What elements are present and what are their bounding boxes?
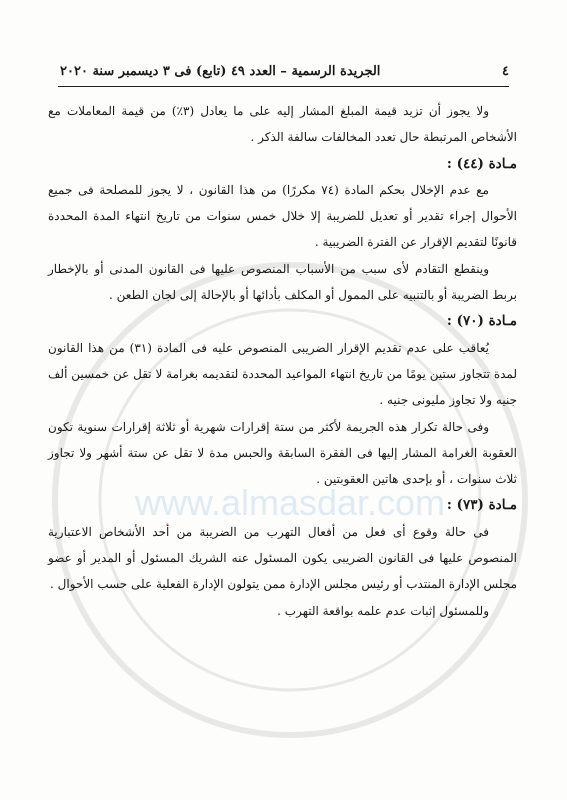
- article-heading: مـادة (٤٤) :: [446, 155, 517, 172]
- gazette-title: الجريدة الرسمية – العدد ٤٩ (تابع) فى ٣ ديسمبر سنة ٢٠٢٠: [60, 63, 381, 79]
- paragraph: فى حالة وقوع أى فعل من أفعال التهرب من الضريبة من أحد الأشخاص الاعتبارية المنصوص عليها فى القانون الضريبى يكون المسئول عنه الشريك المسئول أو المدير أو عضو مجلس الإدارة المنتدب أو رئيس مجلس الإدارة ممن يتولون الإدارة الفعلية على حسب الأحوال .: [48, 524, 517, 592]
- paragraph: يُعاقب على عدم تقديم الإقرار الضريبى المنصوص عليه فى المادة (٣١) من هذا القانون لمدة تتجاوز ستين يومًا من تاريخ انتهاء المواعيد المحددة لتقديمه بغرامة لا تقل عن خمسين ألف جنيه ولا تجاوز مليونى جنيه .: [48, 340, 517, 408]
- article-heading: مـادة (٧٠) :: [446, 313, 517, 330]
- paragraph: وفى حالة تكرار هذه الجريمة لأكثر من ستة إقرارات شهرية أو ثلاثة إقرارات سنوية تكون العقوبة الغرامة المشار إليها فى الفقرة السابقة والحبس مدة لا تقل عن ستة أشهر ولا تجاوز ثلاث سنوات ، أو بإحدى هاتين العقوبتين .: [48, 419, 517, 487]
- article-heading: مـادة (٧٣) :: [446, 497, 517, 514]
- paragraph: مع عدم الإخلال بحكم المادة (٧٤ مكررًا) من هذا القانون ، لا يجوز للمصلحة فى جميع الأحوال إجراء تقدير أو تعديل للضريبة إلا خلال خمس سنوات من تاريخ انتهاء المدة المحددة قانونًا لتقديم الإقرار عن الفترة الضريبية .: [48, 182, 517, 250]
- watermark-url: www.almasdar.com: [134, 482, 446, 523]
- paragraph: وينقطع التقادم لأى سبب من الأسباب المنصوص عليها فى القانون المدنى أو بالإخطار بربط الضريبة أو بالتنبيه على الممول أو المكلف بأدائها أو بالإحالة إلى لجان الطعن .: [48, 261, 517, 303]
- page-header: [60, 58, 509, 84]
- paragraph: وللمسئول إثبات عدم علمه بواقعة التهرب .: [277, 603, 489, 618]
- paragraph: ولا يجوز أن تزيد قيمة المبلغ المشار إليه على ما يعادل (٣٪) من قيمة المعاملات مع الأشخاص المرتبطة حال تعدد المخالفات سالفة الذكر .: [48, 104, 517, 145]
- header-divider: [58, 86, 509, 87]
- document-body: [48, 98, 517, 624]
- page-number: ٤: [502, 63, 509, 79]
